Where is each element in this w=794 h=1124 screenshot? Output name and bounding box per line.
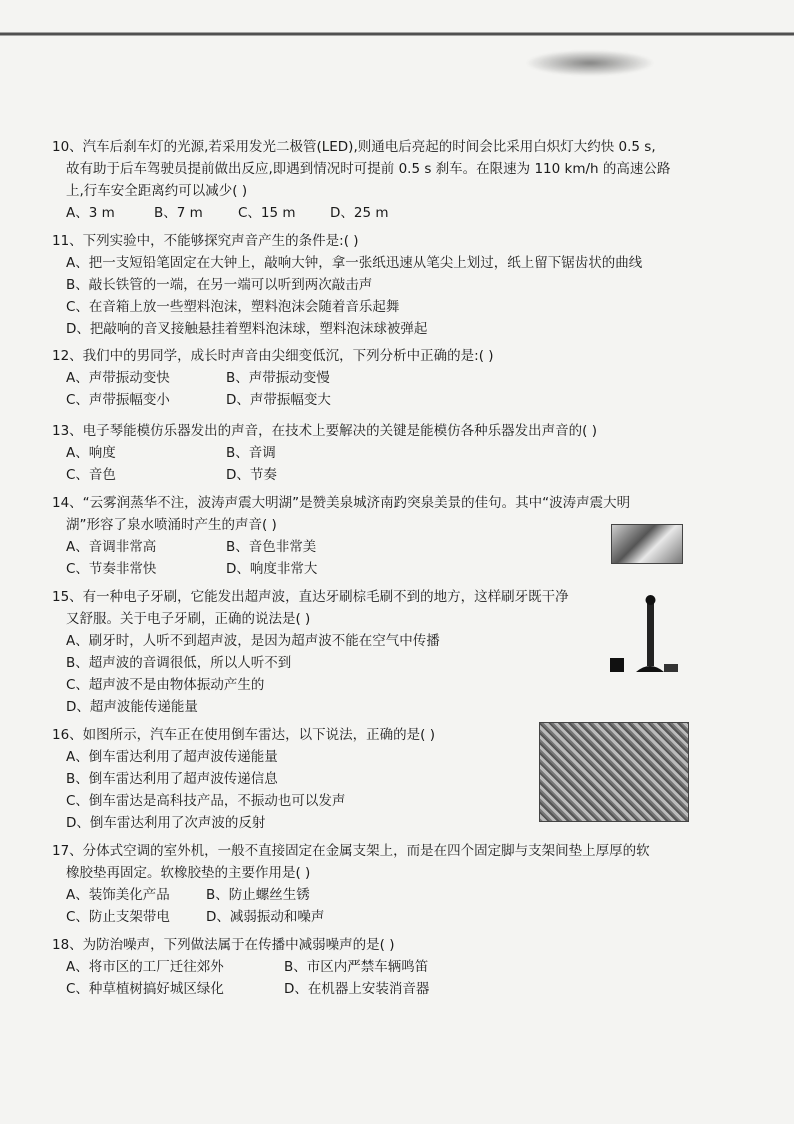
option-d[interactable]: D、减弱振动和噪声: [206, 909, 325, 925]
option-c[interactable]: C、种草植树搞好城区绿化: [66, 981, 224, 997]
option-b[interactable]: B、倒车雷达利用了超声波传递信息: [66, 771, 278, 787]
question-15-line: 又舒服。关于电子牙刷，正确的说法是( ): [66, 611, 311, 627]
option-c[interactable]: C、在音箱上放一些塑料泡沫，塑料泡沫会随着音乐起舞: [66, 299, 400, 315]
question-18-stem: 18、为防治噪声，下列做法属于在传播中减弱噪声的是( ): [52, 937, 395, 953]
question-18: [52, 934, 692, 1000]
option-d[interactable]: D、节奏: [226, 467, 277, 483]
option-b[interactable]: B、超声波的音调很低，所以人听不到: [66, 655, 292, 671]
option-d[interactable]: D、把敲响的音叉接触悬挂着塑料泡沫球，塑料泡沫球被弹起: [66, 321, 428, 337]
question-14-line: 14、“云雾润蒸华不注，波涛声震大明湖”是赞美泉城济南趵突泉美景的佳句。其中“波涛声震大明: [52, 495, 631, 511]
option-b[interactable]: B、7 m: [154, 205, 203, 221]
option-b[interactable]: B、声带振动变慢: [226, 370, 330, 386]
option-c[interactable]: C、音色: [66, 467, 116, 483]
option-b[interactable]: B、音色非常美: [226, 539, 317, 555]
question-11-stem: 11、下列实验中，不能够探究声音产生的条件是:( ): [52, 233, 359, 249]
option-b[interactable]: B、敲长铁管的一端，在另一端可以听到两次敲击声: [66, 277, 373, 293]
fountain-photo: [611, 524, 683, 564]
question-10-line: 故有助于后车驾驶员提前做出反应,即遇到情况时可提前 0.5 s 刹车。在限速为 110 km/h 的高速公路: [66, 161, 671, 177]
question-13: [52, 420, 692, 486]
option-d[interactable]: D、在机器上安装消音器: [284, 981, 430, 997]
question-12: [52, 345, 692, 411]
scan-edge-line: [0, 32, 794, 38]
question-10-options: [52, 202, 692, 224]
question-16-stem: 16、如图所示，汽车正在使用倒车雷达，以下说法，正确的是( ): [52, 727, 436, 743]
question-15: [52, 586, 692, 718]
option-a[interactable]: A、装饰美化产品: [66, 887, 170, 903]
question-12-stem: 12、我们中的男同学，成长时声音由尖细变低沉，下列分析中正确的是:( ): [52, 348, 494, 364]
scan-smudge: [525, 50, 655, 76]
electric-toothbrush-photo: [610, 590, 680, 678]
question-17-line: 橡胶垫再固定。软橡胶垫的主要作用是( ): [66, 865, 311, 881]
question-17-line: 17、分体式空调的室外机，一般不直接固定在金属支架上，而是在四个固定脚与支架间垫上厚厚的软: [52, 843, 650, 859]
option-c[interactable]: C、倒车雷达是高科技产品，不振动也可以发声: [66, 793, 346, 809]
option-d[interactable]: D、25 m: [330, 205, 389, 221]
option-a[interactable]: A、将市区的工厂迁往郊外: [66, 959, 224, 975]
option-a[interactable]: A、倒车雷达利用了超声波传递能量: [66, 749, 278, 765]
option-a[interactable]: A、音调非常高: [66, 539, 157, 555]
question-10-line: 上,行车安全距离约可以减少( ): [66, 183, 248, 199]
question-10-line: 10、汽车后刹车灯的光源,若采用发光二极管(LED),则通电后亮起的时间会比采用白炽灯大约快 0.5 s,: [52, 139, 656, 155]
option-a[interactable]: A、3 m: [66, 205, 115, 221]
question-17: [52, 840, 692, 928]
option-b[interactable]: B、防止螺丝生锈: [206, 887, 310, 903]
question-11: [52, 230, 692, 340]
option-d[interactable]: D、响度非常大: [226, 561, 318, 577]
option-a[interactable]: A、把一支短铅笔固定在大钟上，敲响大钟，拿一张纸迅速从笔尖上划过，纸上留下锯齿状的曲线: [66, 255, 643, 271]
option-a[interactable]: A、声带振动变快: [66, 370, 170, 386]
option-d[interactable]: D、超声波能传递能量: [66, 699, 198, 715]
question-15-line: 15、有一种电子牙刷，它能发出超声波，直达牙刷棕毛刷不到的地方，这样刷牙既干净: [52, 589, 569, 605]
option-c[interactable]: C、15 m: [238, 205, 296, 221]
question-14: [52, 492, 692, 580]
option-b[interactable]: B、音调: [226, 445, 276, 461]
option-d[interactable]: D、声带振幅变大: [226, 392, 331, 408]
option-a[interactable]: A、响度: [66, 445, 116, 461]
option-c[interactable]: C、声带振幅变小: [66, 392, 170, 408]
option-d[interactable]: D、倒车雷达利用了次声波的反射: [66, 815, 266, 831]
option-a[interactable]: A、刷牙时，人听不到超声波，是因为超声波不能在空气中传播: [66, 633, 440, 649]
option-b[interactable]: B、市区内严禁车辆鸣笛: [284, 959, 429, 975]
toothbrush-icon: [610, 590, 680, 678]
question-13-stem: 13、电子琴能模仿乐器发出的声音，在技术上要解决的关键是能模仿各种乐器发出声音的( ): [52, 423, 598, 439]
reversing-radar-photo: [539, 722, 689, 822]
question-14-line: 湖”形容了泉水喷涌时产生的声音( ): [66, 517, 277, 533]
option-c[interactable]: C、节奏非常快: [66, 561, 157, 577]
option-c[interactable]: C、防止支架带电: [66, 909, 170, 925]
question-10: [52, 136, 692, 224]
option-c[interactable]: C、超声波不是由物体振动产生的: [66, 677, 265, 693]
